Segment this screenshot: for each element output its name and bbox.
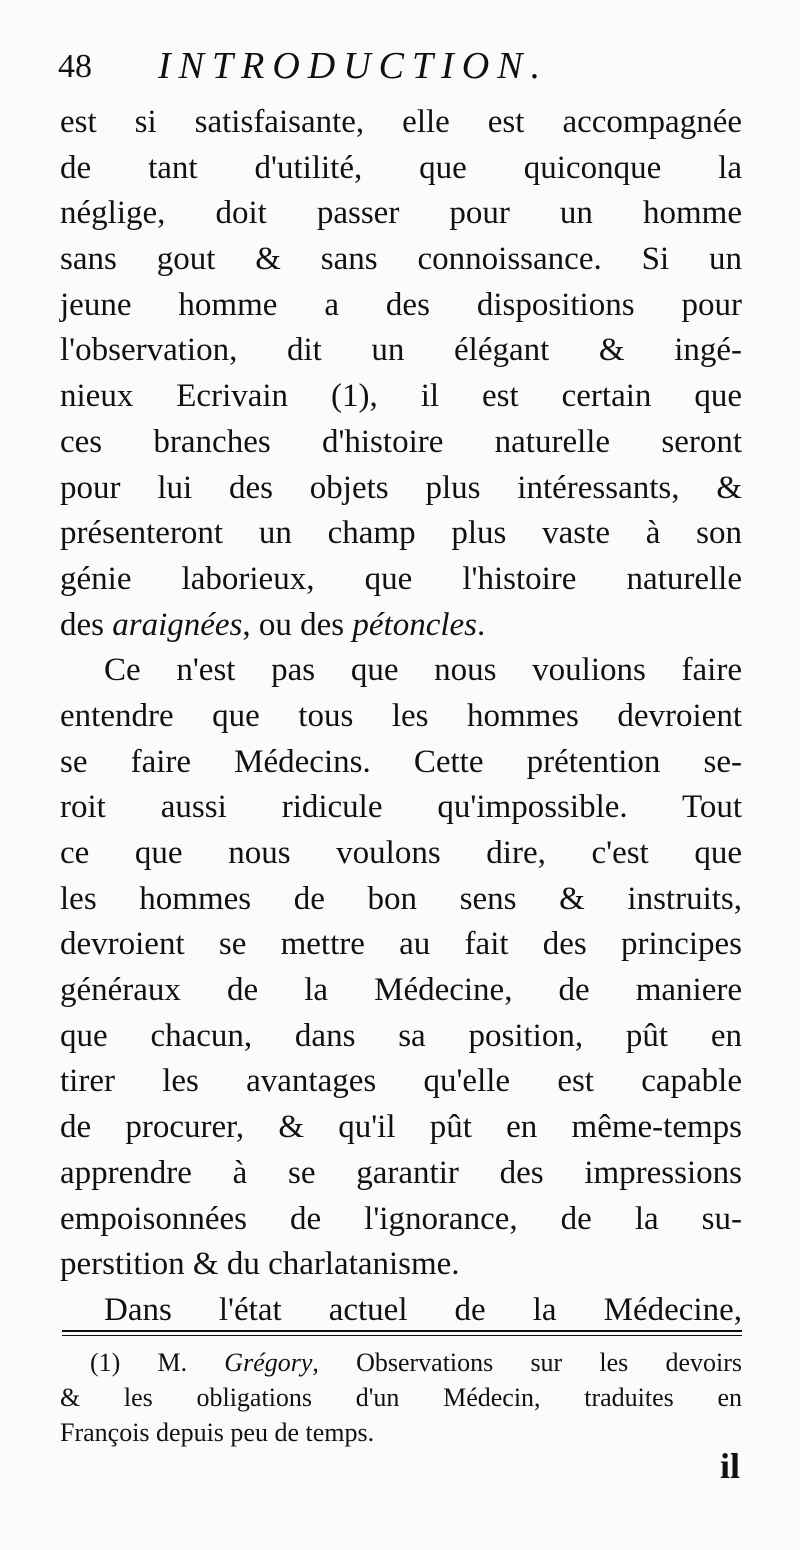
text-line: que chacun, dans sa position, pût en	[60, 1017, 742, 1054]
text-line: apprendre à se garantir des impressions	[60, 1154, 742, 1191]
text-line: ces branches d'histoire naturelle seront	[60, 423, 742, 460]
text-line: de tant d'utilité, que quiconque la	[60, 149, 742, 186]
footnote-line: François depuis peu de temps.	[60, 1418, 375, 1447]
text-line: généraux de la Médecine, de maniere	[60, 972, 742, 1009]
footnote-line: & les obligations d'un Médecin, traduites en	[60, 1383, 742, 1412]
text-line: les hommes de bon sens & instruits,	[60, 880, 742, 917]
page-header	[58, 44, 748, 100]
text-line: présenteront un champ plus vaste à son	[60, 515, 742, 552]
text-line: roit aussi ridicule qu'impossible. Tout	[60, 789, 742, 826]
text-line: des araignées, ou des pétoncles.	[60, 606, 486, 643]
footnote-line: (1) M. Grégory, Observations sur les devoirs	[90, 1348, 742, 1377]
text-line: sans gout & sans connoissance. Si un	[60, 241, 742, 278]
text-line: entendre que tous les hommes devroient	[60, 697, 742, 734]
body-text	[60, 100, 742, 1334]
running-title: INTRODUCTION.	[158, 45, 549, 87]
text-line: tirer les avantages qu'elle est capable	[60, 1063, 742, 1100]
footnote-italic-name: Grégory	[224, 1348, 313, 1377]
text-line: devroient se mettre au fait des principes	[60, 926, 742, 963]
footnote-divider-thin	[62, 1335, 742, 1336]
italic-word: pétoncles	[352, 606, 478, 643]
paragraph-start-line: Ce n'est pas que nous voulions faire	[104, 652, 742, 689]
text-line: l'observation, dit un élégant & ingé-	[60, 332, 742, 369]
footnote	[60, 1345, 742, 1450]
italic-word: araignées	[112, 606, 243, 643]
text-line: pour lui des objets plus intéressants, &	[60, 469, 742, 506]
text-line: est si satisfaisante, elle est accompagnée	[60, 104, 742, 140]
text-line: nieux Ecrivain (1), il est certain que	[60, 378, 742, 415]
text-line: empoisonnées de l'ignorance, de la su-	[60, 1200, 742, 1237]
text-line: ce que nous voulons dire, c'est que	[60, 835, 742, 871]
footnote-divider	[62, 1330, 742, 1332]
page-number: 48	[58, 48, 92, 85]
text-line: se faire Médecins. Cette prétention se-	[60, 743, 742, 780]
catchword: il	[719, 1446, 740, 1486]
text-line: néglige, doit passer pour un homme	[60, 195, 742, 232]
text-line: perstition & du charlatanisme.	[60, 1246, 460, 1283]
text-line: jeune homme a des dispositions pour	[60, 286, 742, 323]
text-line: de procurer, & qu'il pût en même-temps	[60, 1109, 742, 1146]
paragraph-start-line: Dans l'état actuel de la Médecine,	[104, 1291, 742, 1328]
text-line: génie laborieux, que l'histoire naturelle	[60, 560, 742, 597]
